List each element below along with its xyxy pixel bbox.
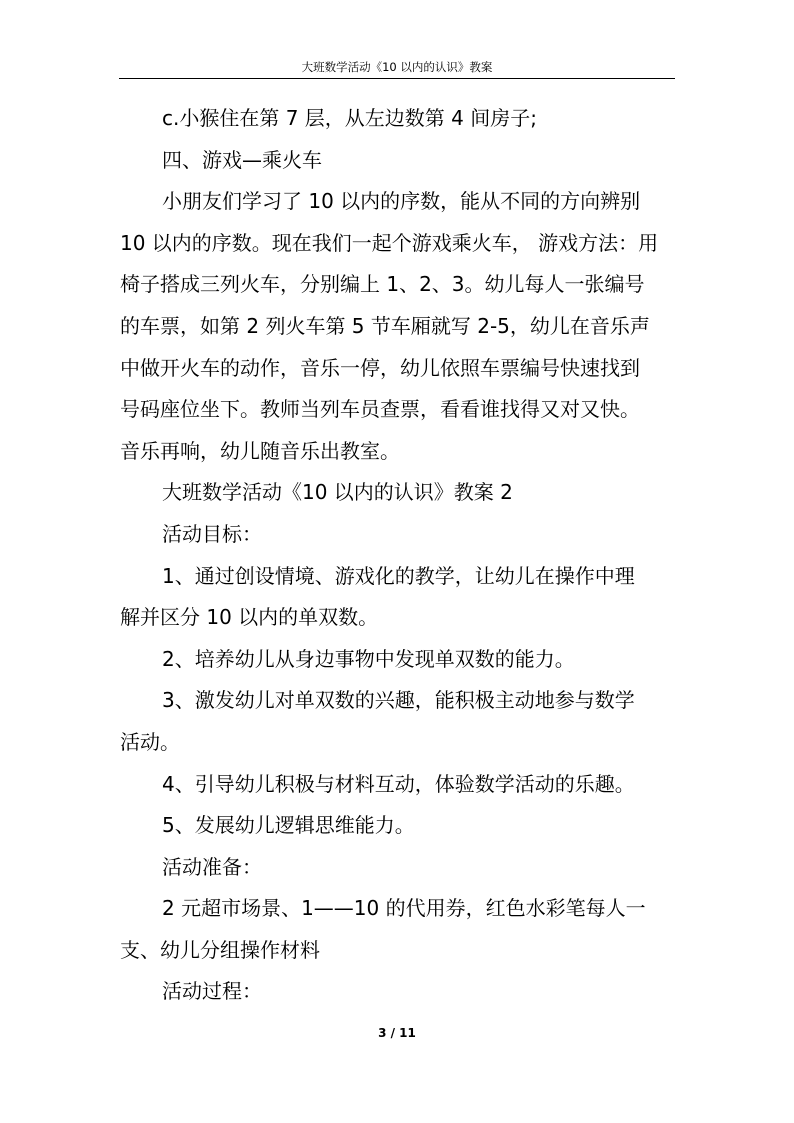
document-body: [120, 98, 676, 1013]
text-line: 号码座位坐下。教师当列车员查票，看看谁找得又对又快。: [120, 397, 640, 422]
text-line: 中做开火车的动作，音乐一停，幼儿依照车票编号快速找到: [120, 355, 640, 380]
page-number: 3 / 11: [378, 1026, 416, 1040]
text-line: 5、发展幼儿逻辑思维能力。: [162, 813, 415, 838]
document-title: 大班数学活动《10 以内的认识》教案 2: [162, 480, 513, 505]
text-line: 2 元超市场景、1——10 的代用券，红色水彩笔每人一: [162, 896, 646, 921]
text-line: 音乐再响，幼儿随音乐出教室。: [120, 438, 400, 463]
section-heading: 四、游戏—乘火车: [162, 147, 322, 172]
header-divider: [119, 78, 675, 79]
section-heading: 活动过程：: [162, 979, 262, 1004]
text-line: 活动。: [120, 729, 180, 754]
section-heading: 活动目标：: [162, 521, 262, 546]
section-heading: 活动准备：: [162, 854, 262, 879]
text-line: 4、引导幼儿积极与材料互动，体验数学活动的乐趣。: [162, 771, 635, 796]
text-line: 小朋友们学习了 10 以内的序数，能从不同的方向辨别: [162, 189, 641, 214]
text-line: c.小猴住在第 7 层，从左边数第 4 间房子;: [162, 106, 537, 130]
text-line: 解并区分 10 以内的单双数。: [120, 605, 379, 630]
text-line: 10 以内的序数。现在我们一起个游戏乘火车， 游戏方法：用: [120, 230, 659, 255]
text-line: 2、培养幼儿从身边事物中发现单双数的能力。: [162, 646, 575, 671]
page-header: 大班数学活动《10 以内的认识》教案: [301, 60, 493, 74]
text-line: 的车票，如第 2 列火车第 5 节车厢就写 2-5，幼儿在音乐声: [120, 313, 650, 338]
text-line: 椅子搭成三列火车，分别编上 1、2、3。幼儿每人一张编号: [120, 272, 645, 297]
text-line: 支、幼儿分组操作材料: [120, 937, 320, 962]
text-line: 3、激发幼儿对单双数的兴趣，能积极主动地参与数学: [162, 688, 635, 713]
text-line: 1、通过创设情境、游戏化的教学，让幼儿在操作中理: [162, 563, 635, 588]
